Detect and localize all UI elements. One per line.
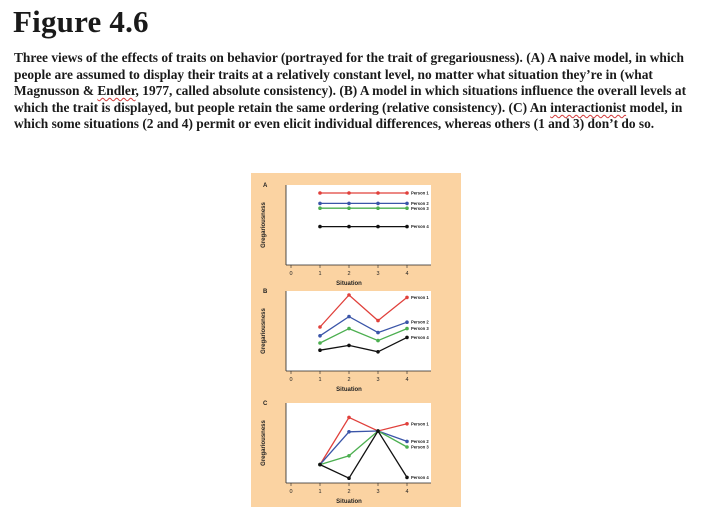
- data-point-a-2-2: [347, 202, 351, 206]
- data-point-b-2-4: [405, 320, 409, 324]
- data-point-a-4-4: [405, 225, 409, 229]
- panel-label-a: A: [263, 183, 268, 189]
- data-point-b-2-1: [318, 334, 322, 338]
- caption-text-part-2: , 1977, called absolute consistency). (B) A model in which situations influence the overall levels at which the trait is displayed, but people retain the same ordering (relative consistency). (C) An: [14, 83, 687, 115]
- data-point-b-3-3: [376, 339, 380, 343]
- x-tick-label-a-1: 1: [318, 271, 322, 277]
- data-point-a-3-3: [376, 206, 380, 210]
- panel-label-c: C: [263, 401, 268, 407]
- data-point-b-1-2: [347, 293, 351, 297]
- data-point-b-2-2: [347, 315, 351, 319]
- x-tick-label-a-2: 2: [347, 271, 351, 277]
- data-point-a-2-4: [405, 202, 409, 206]
- series-label-a-3: Person 3: [411, 206, 429, 212]
- x-tick-label-a-4: 4: [405, 271, 409, 277]
- data-point-a-1-3: [376, 191, 380, 195]
- x-tick-label-c-1: 1: [318, 489, 322, 495]
- data-point-a-1-2: [347, 191, 351, 195]
- data-point-b-1-3: [376, 319, 380, 323]
- data-point-b-4-4: [405, 336, 409, 340]
- data-point-b-4-1: [318, 348, 322, 352]
- data-point-b-2-3: [376, 331, 380, 335]
- series-label-b-4: Person 4: [411, 334, 429, 340]
- series-label-b-3: Person 3: [411, 326, 429, 332]
- x-tick-label-c-4: 4: [405, 489, 409, 495]
- data-point-a-3-2: [347, 206, 351, 210]
- figure-title: Figure 4.6: [13, 4, 149, 39]
- y-axis-title-a: Gregariousness: [261, 202, 267, 248]
- x-axis-title-a: Situation: [336, 281, 362, 287]
- data-point-c-3-2: [347, 454, 351, 458]
- data-point-c-4-4: [405, 476, 409, 480]
- figure-caption: [14, 50, 704, 133]
- y-axis-title-c: Gregariousness: [261, 420, 267, 466]
- plot-area-c: [286, 403, 431, 483]
- data-point-a-2-3: [376, 202, 380, 206]
- data-point-a-4-3: [376, 225, 380, 229]
- x-tick-label-b-0: 0: [289, 377, 293, 383]
- x-axis-title-b: Situation: [336, 387, 362, 393]
- series-label-c-1: Person 1: [411, 421, 429, 427]
- caption-spell-flag-endler: Endler: [97, 83, 136, 99]
- panel-label-b: B: [263, 289, 268, 295]
- series-label-a-2: Person 2: [411, 200, 429, 206]
- data-point-b-1-4: [405, 296, 409, 300]
- x-tick-label-b-4: 4: [405, 377, 409, 383]
- data-point-a-1-1: [318, 191, 322, 195]
- data-point-c-1-2: [347, 416, 351, 420]
- data-point-b-4-2: [347, 344, 351, 348]
- x-tick-label-a-3: 3: [376, 271, 380, 277]
- y-axis-title-b: Gregariousness: [261, 308, 267, 354]
- x-tick-label-b-2: 2: [347, 377, 351, 383]
- data-point-c-1-4: [405, 422, 409, 426]
- data-point-b-3-2: [347, 327, 351, 331]
- data-point-b-4-3: [376, 350, 380, 354]
- x-tick-label-c-3: 3: [376, 489, 380, 495]
- series-label-a-1: Person 1: [411, 190, 429, 196]
- data-point-b-3-4: [405, 327, 409, 331]
- x-tick-label-b-3: 3: [376, 377, 380, 383]
- data-point-c-4-2: [347, 476, 351, 480]
- data-point-c-4-3: [376, 429, 380, 433]
- data-point-c-4-1: [318, 463, 322, 467]
- data-point-b-3-1: [318, 341, 322, 345]
- x-tick-label-a-0: 0: [289, 271, 293, 277]
- data-point-a-2-1: [318, 202, 322, 206]
- x-tick-label-c-0: 0: [289, 489, 293, 495]
- data-point-a-3-4: [405, 206, 409, 210]
- series-label-b-2: Person 2: [411, 319, 429, 325]
- data-point-c-2-2: [347, 430, 351, 434]
- data-point-a-3-1: [318, 206, 322, 210]
- data-point-c-2-4: [405, 440, 409, 444]
- plot-area-a: [286, 185, 431, 265]
- caption-spell-flag-interactionist: interactionist: [550, 99, 627, 115]
- series-label-c-2: Person 2: [411, 438, 429, 444]
- x-tick-label-b-1: 1: [318, 377, 322, 383]
- caption-text-part-1: Three views of the effects of traits on behavior (portrayed for the trait of gregariousness). (A) A naive model, in which people are assumed to display their traits at a relatively constant level, no matter what situation they’re in (what Magnusson &: [14, 50, 684, 99]
- data-point-a-4-2: [347, 225, 351, 229]
- figure-image: [251, 173, 461, 507]
- data-point-a-1-4: [405, 191, 409, 195]
- data-point-c-3-4: [405, 445, 409, 449]
- x-axis-title-c: Situation: [336, 499, 362, 505]
- series-label-c-4: Person 4: [411, 474, 429, 480]
- series-label-a-4: Person 4: [411, 224, 429, 230]
- trait-models-chart: [251, 173, 461, 507]
- caption-text-part-3: model, in which some situations (2 and 4) permit or even elicit individual differences, whereas others (1 and 3) don’t do so.: [14, 99, 683, 132]
- data-point-a-4-1: [318, 225, 322, 229]
- x-tick-label-c-2: 2: [347, 489, 351, 495]
- series-label-b-1: Person 1: [411, 294, 429, 300]
- data-point-b-1-1: [318, 325, 322, 329]
- series-label-c-3: Person 3: [411, 444, 429, 450]
